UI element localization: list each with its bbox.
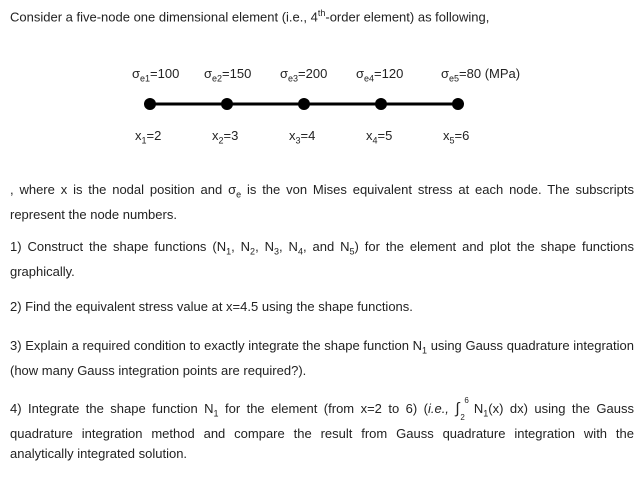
stress-label-2: $\sigma_{e2}=150$ xyxy=(204,66,252,84)
node-1 xyxy=(144,98,156,110)
node-2 xyxy=(221,98,233,110)
where-paragraph: , where x is the nodal position and $\sigma_e$ is the von Mises equivalent stress at each node. The subscripts represent the node numbers. xyxy=(10,182,634,222)
stress-label-3: $\sigma_{e3}=200$ xyxy=(280,66,328,84)
position-label-5: $x_5=6$ xyxy=(443,128,470,146)
position-label-4: $x_4=5$ xyxy=(366,128,393,146)
position-label-3: $x_3=4$ xyxy=(289,128,316,146)
intro-text: Consider a five-node one dimensional element (i.e., 4th-order element) as following, xyxy=(10,8,490,25)
stress-label-4: $\sigma_{e4}=120$ xyxy=(356,66,404,84)
node-4 xyxy=(375,98,387,110)
node-5 xyxy=(452,98,464,110)
stress-label-5: $\sigma_{e5}=80$ (MPa) xyxy=(441,66,521,84)
integral-sign: ∫ 6 2 xyxy=(455,396,469,422)
position-label-2: $x_2=3$ xyxy=(212,128,239,146)
question-4: 4) Integrate the shape function $N_1$ for the element (from x=2 to 6) (i.e., ∫ 6 2 $N_1(x)$ dx) using the Gauss quadrature integration method and compare the result from Gauss quadrature integration with the analytically integrated solution. xyxy=(10,396,634,461)
question-1: 1) Construct the shape functions ($N_1$, $N_2$, $N_3$, $N_4$, and $N_5$) for the element and plot the shape functions graphically. xyxy=(10,239,634,279)
position-label-1: $x_1=2$ xyxy=(135,128,162,146)
stress-label-1: $\sigma_{e1}=100$ xyxy=(132,66,180,84)
question-3: 3) Explain a required condition to exactly integrate the shape function $N_1$ using Gauss quadrature integration (how many Gauss integration points are required?). xyxy=(10,338,634,378)
node-3 xyxy=(298,98,310,110)
question-2: 2) Find the equivalent stress value at x=4.5 using the shape functions. xyxy=(10,299,413,314)
